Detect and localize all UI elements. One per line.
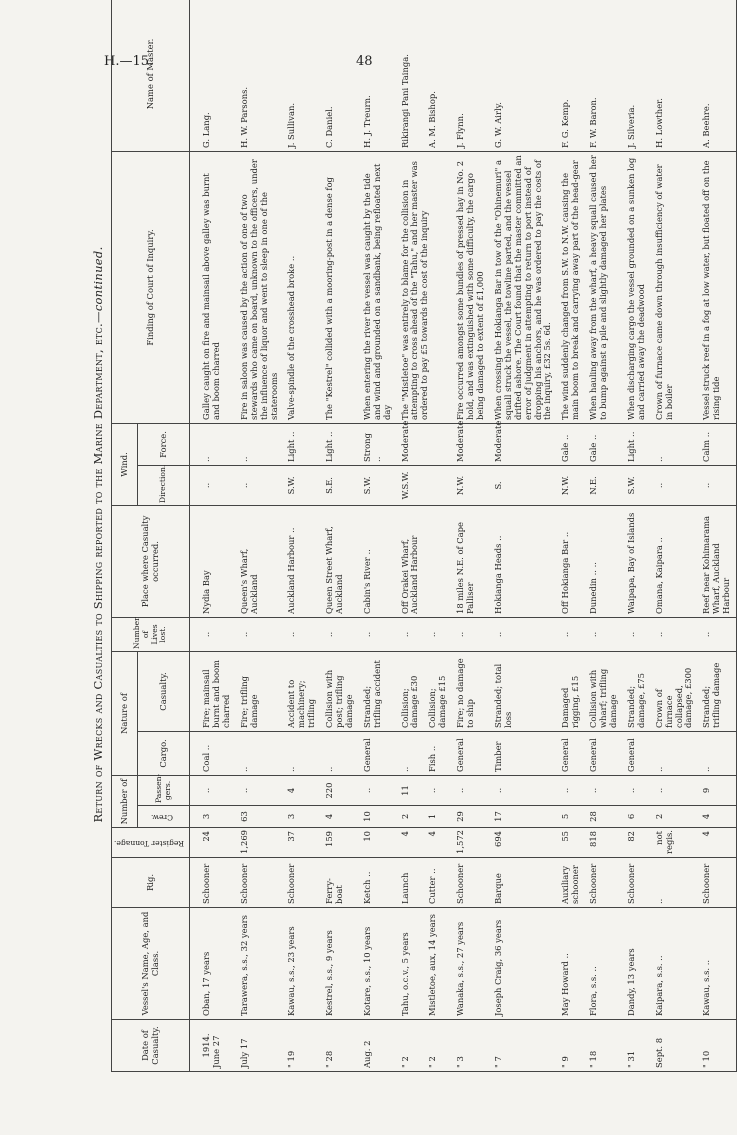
cell-tonnage: 55 (557, 828, 585, 858)
cell-finding: Crown of furnace came down through insufficiency of water in boiler (651, 151, 699, 423)
cell-vessel: Kotare, s.s., 10 years (359, 908, 397, 1020)
cell-day: 9 (560, 1056, 571, 1062)
cell-tonnage: 694 (490, 828, 557, 858)
header-place: Place where Casualty occurred. (112, 505, 190, 617)
header-finding: Finding of Court of Inquiry. (112, 151, 190, 423)
cell-place: Queen's Wharf, Auckland (236, 505, 284, 617)
cell-cargo: Fish .. (424, 731, 452, 775)
cell-tonnage: 24 (190, 828, 236, 858)
cell-master: A. M. Bishop. (424, 0, 452, 151)
cell-direction: .. (698, 465, 736, 505)
cell-rig: Schooner (452, 858, 490, 908)
cell-tonnage: 4 (424, 828, 452, 858)
cell-crew: 10 (359, 806, 397, 828)
cell-casualty: Collision; damage £30 (397, 651, 425, 731)
cell-month: " (625, 1064, 636, 1068)
cell-rig: Schooner (236, 858, 284, 908)
cell-cargo: General (557, 731, 585, 775)
header-wind: Wind. (112, 423, 138, 505)
cell-finding: Galley caught on fire and mainsail above galley was burnt and boom charred (190, 151, 236, 423)
cell-tonnage: 82 (623, 828, 651, 858)
cell-rig: Ferry-boat (321, 858, 359, 908)
cell-direction: .. (236, 465, 284, 505)
cell-crew: 17 (490, 806, 557, 828)
cell-passengers: .. (424, 775, 452, 805)
cell-master: F. G. Kemp. (557, 0, 585, 151)
cell-crew: 2 (397, 806, 425, 828)
cell-passengers: .. (359, 775, 397, 805)
cell-casualty: Collision with wharf; trifling damage (585, 651, 623, 731)
page-number: 48 (356, 54, 373, 69)
cell-month: " (560, 1064, 571, 1068)
table-row (190, 0, 236, 1072)
cell-place: Cabin's River .. (359, 505, 397, 617)
cell-vessel: May Howard .. (557, 908, 585, 1020)
cell-master: G. Lang. (190, 0, 236, 151)
cell-month: July (238, 1051, 249, 1068)
cell-force: Gale .. (585, 423, 623, 465)
cell-direction: S.W. (623, 465, 651, 505)
cell-tonnage: not regis. (651, 828, 699, 858)
cell-tonnage: 37 (283, 828, 321, 858)
cell-rig: .. (651, 858, 699, 908)
cell-passengers: 9 (698, 775, 736, 805)
cell-lives: .. (651, 617, 699, 651)
cell-day: 2 (361, 1040, 372, 1046)
cell-month: Aug. (361, 1048, 372, 1068)
cell-day: 17 (238, 1038, 249, 1050)
cell-day: 2 (399, 1056, 410, 1062)
cell-day: 31 (625, 1050, 636, 1062)
cell-crew: 4 (698, 806, 736, 828)
cell-cargo: .. (698, 731, 736, 775)
cell-force: Moderate (490, 423, 557, 465)
cell-month: " (701, 1064, 712, 1068)
cell-passengers: 220 (321, 775, 359, 805)
cell-month: " (455, 1064, 466, 1068)
cell-master: H. Lowther. (651, 0, 699, 151)
cell-cargo: General (359, 731, 397, 775)
cell-month: " (286, 1064, 297, 1068)
table-title-main: Return of Wrecks and Casualties to Shipping reported to the Marine Department, etc. (91, 322, 105, 823)
cell-master: J. Silveria. (623, 0, 651, 151)
cell-vessel: Tarawera, s.s., 32 years (236, 908, 284, 1020)
cell-place: 18 miles N.E. of Cape Palliser (452, 505, 490, 617)
cell-place: Auckland Harbour .. (283, 505, 321, 617)
cell-vessel: Dandy, 13 years (623, 908, 651, 1020)
cell-vessel: Wanaka, s.s., 27 years (452, 908, 490, 1020)
cell-direction: S.W. (283, 465, 321, 505)
cell-vessel: Oban, 17 years (190, 908, 236, 1020)
cell-day: 27 (210, 1035, 221, 1047)
cell-place: Off Hokianga Bar .. (557, 505, 585, 617)
table-row (397, 0, 425, 1072)
cell-crew: 5 (557, 806, 585, 828)
cell-month: " (492, 1064, 503, 1068)
header-rig: Rig. (112, 858, 190, 908)
cell-crew: 1 (424, 806, 452, 828)
cell-day: 2 (427, 1056, 438, 1062)
cell-force: .. (651, 423, 699, 465)
cell-rig: Schooner (698, 858, 736, 908)
cell-crew: 63 (236, 806, 284, 828)
cell-tonnage: 4 (698, 828, 736, 858)
table-title-suffix: —continued. (91, 246, 105, 323)
cell-crew: 6 (623, 806, 651, 828)
cell-crew: 3 (283, 806, 321, 828)
cell-finding: When crossing the Hokianga Bar in tow of the "Ohinemuri" a squall struck the vessel, the towline parted, and the vessel drifted ashore. The Court found that the master committed an error of judgment in attempting to return to port instead of dropping his anchors, and he was ordered to pay the costs of the inquiry, £32 5s. 6d. (490, 151, 557, 423)
table-row (557, 0, 585, 1072)
cell-master: A. Beehre. (698, 0, 736, 151)
cell-master: Rikirangi Pani Tainga. (397, 0, 425, 151)
table-row (452, 0, 490, 1072)
cell-casualty: Stranded; damage, £75 (623, 651, 651, 731)
cell-casualty: Damaged rigging, £15 (557, 651, 585, 731)
cell-force: Moderate (397, 423, 453, 465)
cell-finding: Fire occurred amongst some bundles of pressed hay in No. 2 hold, and was extinguished with some difficulty, the cargo being damaged to extent of £1,000 (452, 151, 490, 423)
cell-month: " (324, 1064, 335, 1068)
cell-direction: .. (190, 465, 236, 505)
cell-cargo: .. (651, 731, 699, 775)
cell-direction: S.E. (321, 465, 359, 505)
cell-crew: 28 (585, 806, 623, 828)
cell-cargo: Timber (490, 731, 557, 775)
cell-tonnage: 1,572 (452, 828, 490, 858)
header-number-of: Number of (112, 775, 138, 827)
cell-crew: 29 (452, 806, 490, 828)
header-direction: Direction. (137, 465, 189, 505)
cell-vessel: Joseph Craig, 36 years (490, 908, 557, 1020)
cell-force: Strong .. (359, 423, 397, 465)
cell-lives: .. (424, 617, 452, 651)
cell-place: Nydia Bay (190, 505, 236, 617)
cell-rig: Schooner (623, 858, 651, 908)
cell-crew: 3 (190, 806, 236, 828)
cell-casualty: Stranded; total loss (490, 651, 557, 731)
cell-force: Gale .. (557, 423, 585, 465)
cell-finding: When hauling away from the wharf, a heavy squall caused her to bump against a pile and slightly damaged her plates (585, 151, 623, 423)
cell-passengers: .. (651, 775, 699, 805)
cell-direction: S. (490, 465, 557, 505)
cell-rig: Barque (490, 858, 557, 908)
cell-lives: .. (557, 617, 585, 651)
cell-month: " (588, 1064, 599, 1068)
cell-direction: N.W. (557, 465, 585, 505)
cell-casualty: Fire; trifling damage (236, 651, 284, 731)
header-passengers: Passen-gers. (137, 775, 189, 805)
cell-cargo: General (585, 731, 623, 775)
header-crew: Crew. (151, 812, 174, 822)
table-row (698, 0, 736, 1072)
cell-force: .. (190, 423, 236, 465)
cell-rig: Schooner (585, 858, 623, 908)
cell-direction: .. (651, 465, 699, 505)
cell-lives: .. (397, 617, 425, 651)
cell-place: Waipapa, Bay of Islands (623, 505, 651, 617)
header-casualty: Casualty. (137, 651, 189, 731)
cell-vessel: Kaipara, s.s. .. (651, 908, 699, 1020)
cell-vessel: Mistletoe, aux, 14 years (424, 908, 452, 1020)
header-vessel: Vessel's Name, Age, and Class. (112, 908, 190, 1020)
cell-force: Light .. (623, 423, 651, 465)
rotated-page-content (91, 0, 732, 1072)
header-cargo: Cargo. (137, 731, 189, 775)
header-lives-lost: Number of Lives lost. (112, 617, 190, 651)
header-master: Name of Master. (112, 0, 190, 151)
cell-crew: 2 (651, 806, 699, 828)
cell-lives: .. (623, 617, 651, 651)
table-row (236, 0, 284, 1072)
cell-direction: N.W. (452, 465, 490, 505)
cell-rig: Schooner (283, 858, 321, 908)
cell-day: 8 (653, 1037, 664, 1044)
cell-vessel: Kawau, s.s. .. (698, 908, 736, 1020)
cell-day: 18 (588, 1050, 599, 1062)
cell-rig: Schooner (190, 858, 236, 908)
cell-master: J. Sullivan. (283, 0, 321, 151)
cell-finding: Fire in saloon was caused by the action of one of two stewards who came on board, unknown to the officers, under the influence of liquor and went to sleep in one of the staterooms (236, 151, 284, 423)
cell-finding: Vessel struck reef in a fog at low water, but floated off on the rising tide (698, 151, 736, 423)
cell-lives: .. (190, 617, 236, 651)
cell-casualty: Collision with post; trifling damage (321, 651, 359, 731)
cell-vessel: Kestrel, s.s., 9 years (321, 908, 359, 1020)
cell-day: 7 (492, 1056, 503, 1062)
cell-passengers: .. (452, 775, 490, 805)
cell-place: Omana, Kaipara .. (651, 505, 699, 617)
cell-casualty: Accident to machinery; trifling (283, 651, 321, 731)
cell-place: Off Orakei Wharf, Auckland Harbour (397, 505, 453, 617)
cell-casualty: Crown of furnace collapsed, damage, £300 (651, 651, 699, 731)
cell-master: C. Daniel. (321, 0, 359, 151)
cell-passengers: 4 (283, 775, 321, 805)
cell-place: Queen Street Wharf, Auckland (321, 505, 359, 617)
cell-finding: When discharging cargo the vessel grounded on a sunken log and carried away the deadwood (623, 151, 651, 423)
cell-cargo: .. (321, 731, 359, 775)
cell-lives: .. (283, 617, 321, 651)
cell-cargo: .. (236, 731, 284, 775)
cell-finding: When entering the river the vessel was caught by the tide and wind and grounded on a sandbank, being refloated next day (359, 151, 397, 423)
cell-lives: .. (321, 617, 359, 651)
cell-master: J. Flynn. (452, 0, 490, 151)
cell-month: June (210, 1048, 221, 1068)
cell-casualty: Fire; no damage to ship (452, 651, 490, 731)
header-date: Date of Casualty. (112, 1020, 190, 1072)
cell-passengers: .. (557, 775, 585, 805)
cell-force: Light .. (283, 423, 321, 465)
table-row (359, 0, 397, 1072)
cell-rig: Launch (397, 858, 425, 908)
cell-cargo: General (623, 731, 651, 775)
cell-day: 3 (455, 1056, 466, 1062)
cell-vessel: Kawau, s.s., 23 years (283, 908, 321, 1020)
cell-rig: Cutter .. (424, 858, 452, 908)
cell-finding: The "Kestrel" collided with a mooring-post in a dense fog (321, 151, 359, 423)
header-nature-of: Nature of (112, 651, 138, 775)
cell-passengers: .. (490, 775, 557, 805)
cell-month: " (399, 1064, 410, 1068)
cell-direction: W.S.W. (397, 465, 453, 505)
cell-master: F. W. Baron. (585, 0, 623, 151)
cell-cargo: .. (397, 731, 425, 775)
cell-month: Sept. (653, 1045, 664, 1068)
cell-finding: Valve-spindle of the crosshead broke .. (283, 151, 321, 423)
cell-passengers: .. (190, 775, 236, 805)
cell-month: " (427, 1064, 438, 1068)
cell-tonnage: 159 (321, 828, 359, 858)
table-row (283, 0, 321, 1072)
cell-lives: .. (236, 617, 284, 651)
cell-cargo: Coal .. (190, 731, 236, 775)
cell-force: Moderate (452, 423, 490, 465)
cell-place: Dunedin .. .. (585, 505, 623, 617)
casualty-table (111, 0, 737, 1072)
table-row (585, 0, 623, 1072)
cell-master: H. J. Treurn. (359, 0, 397, 151)
cell-finding: The wind suddenly changed from S.W. to N.W. causing the main boom to break and carrying away part of the head-gear (557, 151, 585, 423)
table-title (91, 0, 105, 1072)
cell-passengers: .. (585, 775, 623, 805)
cell-day: 28 (324, 1050, 335, 1062)
cell-force: Light .. (321, 423, 359, 465)
cell-casualty: Collision; damage £15 (424, 651, 452, 731)
cell-master: G. W. Airly. (490, 0, 557, 151)
table-row (623, 0, 651, 1072)
cell-crew: 4 (321, 806, 359, 828)
cell-casualty: Stranded; trifling damage (698, 651, 736, 731)
cell-tonnage: 1,269 (236, 828, 284, 858)
cell-year: 1914. (201, 1033, 212, 1058)
cell-day: 10 (701, 1050, 712, 1062)
cell-cargo: .. (283, 731, 321, 775)
cell-passengers: 11 (397, 775, 425, 805)
cell-tonnage: 818 (585, 828, 623, 858)
cell-tonnage: 10 (359, 828, 397, 858)
cell-force: .. (236, 423, 284, 465)
cell-lives: .. (359, 617, 397, 651)
cell-direction: S.W. (359, 465, 397, 505)
cell-place: Hokianga Heads .. (490, 505, 557, 617)
cell-passengers: .. (623, 775, 651, 805)
cell-lives: .. (452, 617, 490, 651)
cell-tonnage: 4 (397, 828, 425, 858)
cell-rig: Ketch .. (359, 858, 397, 908)
table-row (321, 0, 359, 1072)
cell-day: 19 (286, 1050, 297, 1062)
table-row (490, 0, 557, 1072)
header-force: Force. (137, 423, 189, 465)
cell-lives: .. (490, 617, 557, 651)
header-tonnage: Register Tonnage. (114, 838, 185, 848)
cell-force: Calm .. (698, 423, 736, 465)
cell-casualty: Stranded; trifling accident (359, 651, 397, 731)
cell-passengers: .. (236, 775, 284, 805)
cell-place: Reef near Kohimarama Wharf, Auckland Harbour (698, 505, 736, 617)
cell-vessel: Tahu, o.c.v., 5 years (397, 908, 425, 1020)
cell-vessel: Flora, s.s. .. (585, 908, 623, 1020)
cell-rig: Auxiliary schooner (557, 858, 585, 908)
document-reference: H.—15. (104, 54, 154, 69)
cell-lives: .. (698, 617, 736, 651)
cell-finding: The "Mistletoe" was entirely to blame for the collision in attempting to cross ahead of the "Tahu," and her master was ordered to pay £5 towards the cost of the inquiry (397, 151, 453, 423)
table-row (651, 0, 699, 1072)
cell-master: H. W. Parsons. (236, 0, 284, 151)
cell-casualty: Fire; mainsail burnt and boom charred (190, 651, 236, 731)
cell-cargo: General (452, 731, 490, 775)
cell-lives: .. (585, 617, 623, 651)
cell-direction: N.E. (585, 465, 623, 505)
